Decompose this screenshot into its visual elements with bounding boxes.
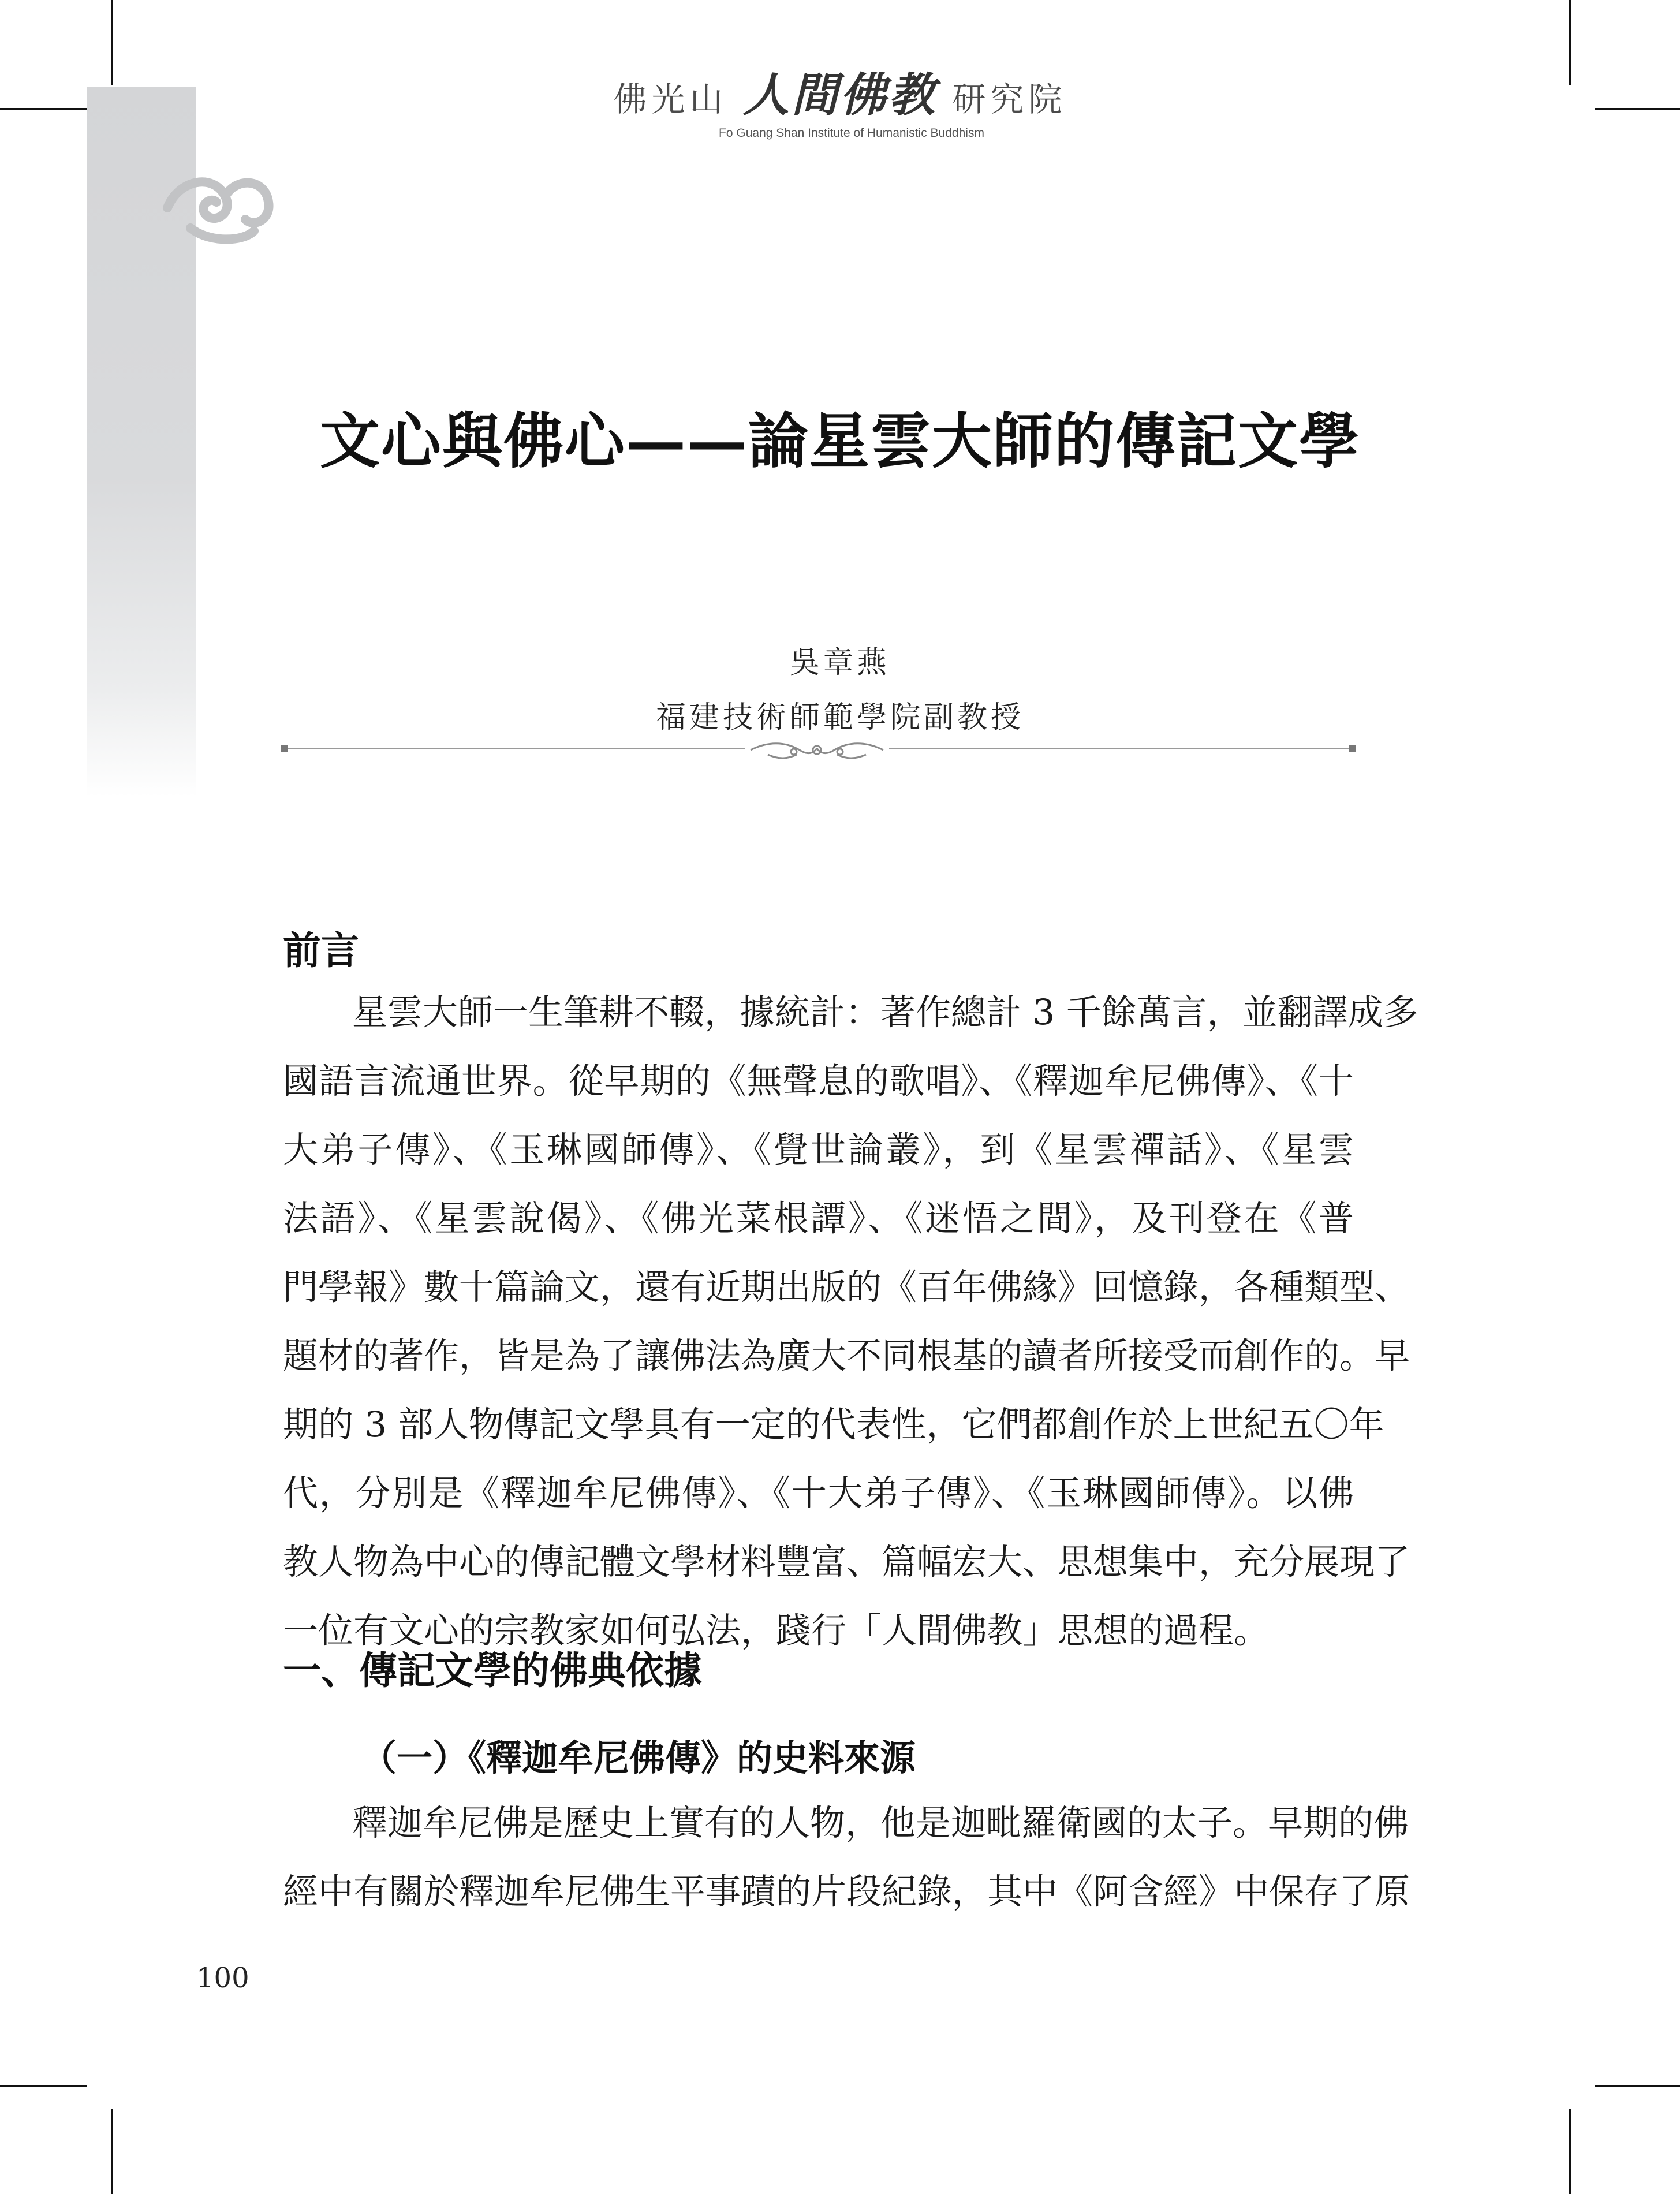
preface-heading: 前言	[283, 928, 359, 973]
subsection-heading: （一）《釋迦牟尼佛傳》的史料來源	[361, 1737, 916, 1779]
section-paragraph	[283, 1789, 1410, 1926]
text-line: 釋迦牟尼佛是歷史上實有的人物，他是迦毗羅衛國的太子。早期的佛	[352, 1803, 1409, 1844]
divider-end-right	[1349, 745, 1356, 752]
preface-paragraph	[283, 978, 1418, 1665]
divider-end-left	[281, 745, 288, 752]
crop-mark-bottom-right-horizontal	[1595, 2085, 1680, 2087]
text-line: 一位有文心的宗教家如何弘法，踐行「人間佛教」思想的過程。	[283, 1610, 1270, 1651]
institute-english-name: Fo Guang Shan Institute of Humanistic Buddhism	[719, 126, 984, 140]
text-line: 法語》、《星雲說偈》、《佛光菜根譚》、《迷悟之間》，及刊登在《普	[283, 1198, 1354, 1239]
text-line: 題材的著作，皆是為了讓佛法為廣大不同根基的讀者所接受而創作的。早	[283, 1335, 1410, 1376]
article-title: 文心與佛心——論星雲大師的傳記文學	[319, 405, 1360, 476]
institute-name-left: 佛光山	[613, 80, 728, 119]
text-line: 星雲大師一生筆耕不輟，據統計：著作總計 3 千餘萬言，並翻譯成多	[352, 992, 1418, 1033]
author-name: 吳章燕	[789, 645, 890, 680]
running-header	[0, 58, 1680, 140]
crop-mark-bottom-left-horizontal	[0, 2085, 87, 2087]
text-line: 代，分別是《釋迦牟尼佛傳》、《十大弟子傳》、《玉琳國師傳》。以佛	[283, 1473, 1354, 1514]
crop-mark-bottom-left-vertical	[111, 2109, 113, 2194]
institute-name	[0, 58, 1680, 124]
cloud-ornament-icon	[156, 156, 277, 254]
text-line: 期的 3 部人物傳記文學具有一定的代表性，它們都創作於上世紀五〇年	[283, 1404, 1384, 1445]
text-line: 教人物為中心的傳記體文學材料豐富、篇幅宏大、思想集中，充分展現了	[283, 1542, 1410, 1583]
section-heading: 一、傳記文學的佛典依據	[283, 1648, 702, 1693]
divider-flourish-icon	[745, 736, 889, 764]
institute-brand-calligraphy: 人間佛教	[743, 68, 937, 122]
text-line: 門學報》數十篇論文，還有近期出版的《百年佛緣》回憶錄，各種類型、	[283, 1267, 1410, 1308]
crop-mark-bottom-right-vertical	[1569, 2109, 1571, 2194]
text-line: 國語言流通世界。從早期的《無聲息的歌唱》、《釋迦牟尼佛傳》、《十	[283, 1061, 1354, 1102]
text-line: 經中有關於釋迦牟尼佛生平事蹟的片段紀錄，其中《阿含經》中保存了原	[283, 1871, 1410, 1912]
text-line: 大弟子傳》、《玉琳國師傳》、《覺世論叢》，到《星雲禪話》、《星雲	[283, 1129, 1354, 1170]
author-affiliation: 福建技術師範學院副教授	[655, 700, 1024, 735]
page-number: 100	[196, 1962, 249, 1994]
institute-name-right: 研究院	[952, 80, 1067, 119]
